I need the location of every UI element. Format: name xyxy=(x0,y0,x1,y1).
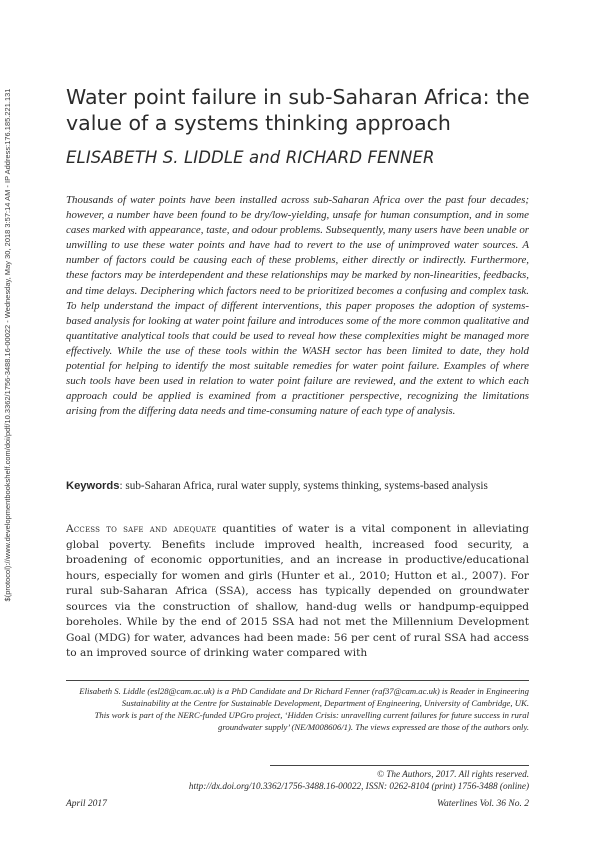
copyright-divider xyxy=(270,765,529,766)
copyright-line: © The Authors, 2017. All rights reserved. xyxy=(376,769,529,779)
doi-issn-line: http://dx.doi.org/10.3362/1756-3488.16-00022, ISSN: 0262-8104 (print) 1756-3488 (online) xyxy=(188,780,529,791)
keywords xyxy=(66,479,529,494)
author-affiliation-note: Elisabeth S. Liddle (esl28@cam.ac.uk) is a PhD Candidate and Dr Richard Fenner (raf37@cam.ac.uk) is Reader in Engineering Sustainability at the Centre for Sustainable Development, Department of Engineering, University of Cambridge, UK. xyxy=(79,686,529,708)
footnote-divider xyxy=(66,680,529,681)
authors: ELISABETH S. LIDDLE and RICHARD FENNER xyxy=(66,148,435,167)
funding-note: This work is part of the NERC-funded UPGro project, ‘Hidden Crisis: unravelling current failures for future success in rural groundwater supply’ (NE/M008606/1). The views expressed are those of the authors only. xyxy=(94,710,529,732)
body-lead-in: Access to safe and adequate xyxy=(66,523,217,535)
author-notes xyxy=(66,686,529,734)
keywords-label: Keywords xyxy=(66,480,120,492)
body-text: quantities of water is a vital component in alleviating global poverty. Benefits include improved health, increased food security, a broadening of economic opportunities, and an increase in productive/educational hours, especially for women and girls (Hunter et al., 2010; Hutton et al., 2007). For rural sub-Saharan Africa (SSA), access has typically depended on groundwater sources via the construction of shallow, hand-dug wells or handpump-equipped boreholes. While by the end of 2015 SSA had not met the Millennium Development Goal (MDG) for water, advances had been made: 56 per cent of rural SSA had access to an improved source of drinking water compared with xyxy=(66,523,529,659)
footer-date: April 2017 xyxy=(66,799,107,809)
body-paragraph xyxy=(66,522,529,662)
article-title: Water point failure in sub-Saharan Africa: the value of a systems thinking approach xyxy=(66,85,530,135)
keywords-text: : sub-Saharan Africa, rural water supply, systems thinking, systems-based analysis xyxy=(119,480,488,492)
download-watermark: $(protocol)://www.developmentbookshelf.com/doi/pdf/10.3362/1756-3488.16-00022 - Wednesday, May 30, 2018 3:57:14 AM - IP Address:176.185.221.131 xyxy=(3,88,12,602)
footer-journal: Waterlines Vol. 36 No. 2 xyxy=(436,799,529,809)
abstract: Thousands of water points have been installed across sub-Saharan Africa over the past four decades; however, a number have been found to be dry/low-yielding, unsafe for human consumption, and in some cases marked with appearance, taste, and odour problems. Subsequently, many users have been unable or unwilling to use these water points and have had to revert to the use of unimproved water sources. A number of factors could be causing each of these problems, either directly or indirectly. Furthermore, these factors may be interdependent and these relationships may be marked by non-linearities, feedbacks, and time delays. Deciphering which factors need to be prioritized becomes a confusing and complex task. To help understand the impact of different interventions, this paper proposes the adoption of systems-based analysis for looking at water point failure and introduces some of the more common qualitative and quantitative analytical tools that could be used to reveal how these complexities might be managed more effectively. While the use of these tools within the WASH sector has been limited to date, they hold potential for helping to identify the most suitable remedies for water point failure. Examples of where such tools have been used in relation to water point failure are reviewed, and the extent to which each approach could be applied is examined from a practitioner perspective, recognizing the limitations arising from the differing data needs and time-consuming nature of each type of analysis. xyxy=(66,194,529,418)
copyright-block xyxy=(66,769,529,792)
